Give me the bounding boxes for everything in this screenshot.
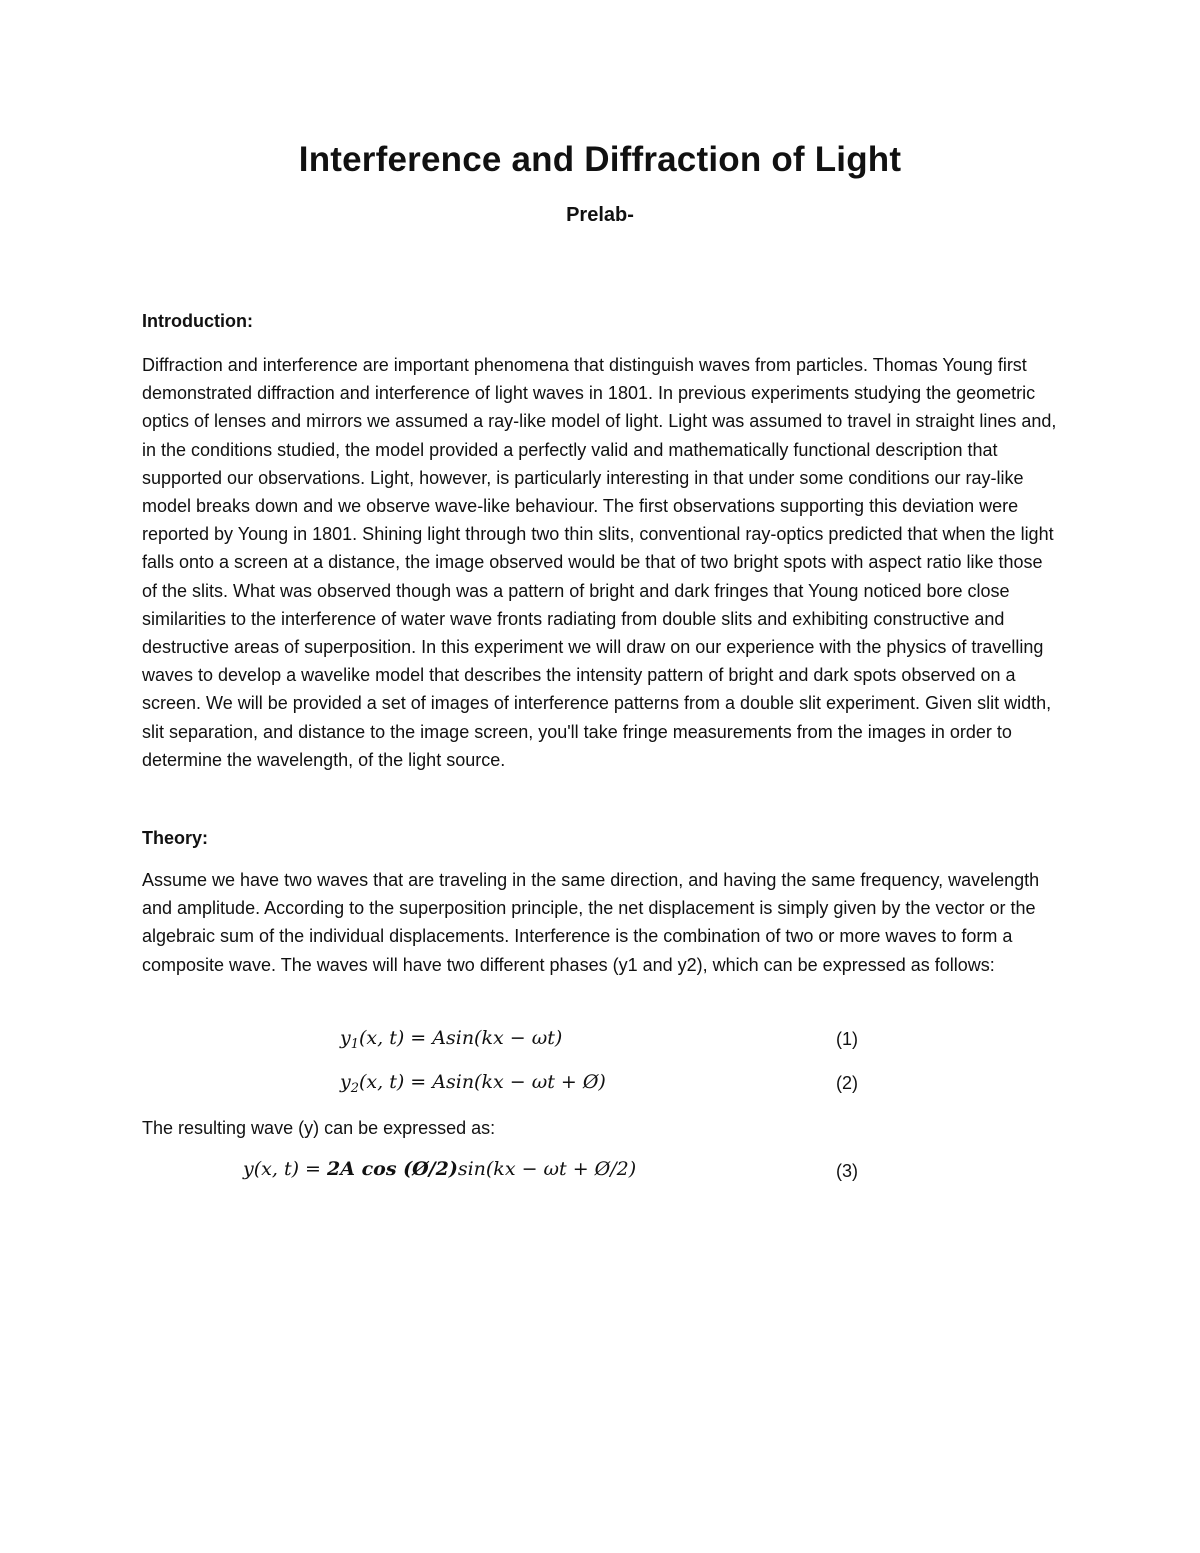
- equation-2-number: (2): [836, 1073, 858, 1093]
- equation-1-rhs: (x, t) = Asin(kx − ωt): [359, 1027, 563, 1049]
- equation-2: [340, 1071, 606, 1096]
- equation-3-bold: 2A cos (Ø/2): [327, 1158, 458, 1180]
- introduction-heading: Introduction:: [142, 311, 253, 331]
- document-title: Interference and Diffraction of Light: [298, 140, 902, 179]
- introduction-paragraph: Diffraction and interference are important phenomena that distinguish waves from particles. Thomas Young first demonstrated diffraction and interference of light waves in 1801. In previous experiments studying the geometric optics of lenses and mirrors we assumed a ray-like model of light. Light was assumed to travel in straight lines and, in the conditions studied, the model provided a perfectly valid and mathematically functional description that supported our observations. Light, however, is particularly interesting in that under some conditions our ray-like model breaks down and we observe wave-like behaviour. The first observations supporting this deviation were reported by Young in 1801. Shining light through two thin slits, conventional ray-optics predicted that when the light falls onto a screen at a distance, the image observed would be that of two bright spots with aspect ratio like those of the slits. What was observed though was a pattern of bright and dark fringes that Young noticed bore close similarities to the interference of water wave fronts radiating from double slits and exhibiting constructive and destructive areas of superposition. In this experiment we will draw on our experience with the physics of travelling waves to develop a wavelike model that describes the intensity pattern of bright and dark spots observed on a screen. We will be provided a set of images of interference patterns from a double slit experiment. Given slit width, slit separation, and distance to the image screen, you'll take fringe measurements from the images in order to determine the wavelength, of the light source.: [142, 355, 1057, 770]
- resulting-wave-text: The resulting wave (y) can be expressed as:: [142, 1118, 496, 1138]
- equation-1-var: y: [340, 1027, 351, 1049]
- equation-1-number: (1): [836, 1029, 858, 1049]
- equation-2-rhs: (x, t) = Asin(kx − ωt + Ø): [359, 1071, 606, 1093]
- equation-3-part1: y(x, t) =: [243, 1158, 327, 1180]
- equation-3: [243, 1158, 636, 1180]
- equation-2-var: y: [340, 1071, 351, 1093]
- theory-paragraph: Assume we have two waves that are traveling in the same direction, and having the same frequency, wavelength and amplitude. According to the superposition principle, the net displacement is simply given by the vector or the algebraic sum of the individual displacements. Interference is the combination of two or more waves to form a composite wave. The waves will have two different phases (y1 and y2), which can be expressed as follows:: [142, 870, 1040, 975]
- equation-1: [340, 1027, 562, 1052]
- equation-1-subscript: 1: [350, 1037, 360, 1052]
- equation-3-number: (3): [836, 1161, 858, 1181]
- document-subtitle: Prelab-: [566, 204, 634, 226]
- theory-heading: Theory:: [142, 828, 209, 848]
- equation-2-subscript: 2: [350, 1081, 360, 1096]
- equation-3-part2: sin(kx − ωt + Ø/2): [457, 1158, 637, 1180]
